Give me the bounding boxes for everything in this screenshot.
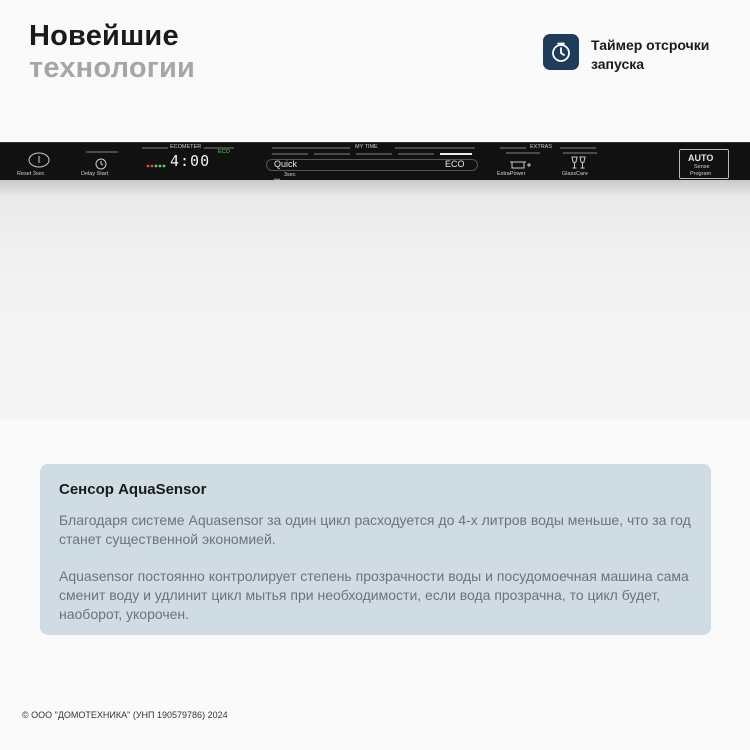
extras-line-right: [560, 147, 596, 149]
eco-tag: ECO: [218, 149, 230, 155]
power-icon[interactable]: [28, 152, 50, 173]
footer-copyright: © ООО "ДОМОТЕХНИКА" (УНП 190579786) 2024: [22, 710, 228, 720]
card-paragraph-1: Благодаря системе Aquasensor за один цикл расходуется до 4-х литров воды меньше, что за год станет существенной экономией.: [59, 512, 691, 547]
delay-bar: [86, 151, 118, 153]
extras-label: EXTRAS: [530, 144, 553, 150]
timer-icon: [543, 34, 579, 70]
display-time: 4:00: [170, 152, 211, 170]
extrapower-label: ExtraPower: [497, 171, 526, 177]
mytime-step-4: [398, 153, 434, 155]
sense-label: Sense: [694, 164, 710, 170]
dishwasher-door: [0, 198, 750, 420]
mytime-label: MY TIME: [355, 144, 378, 150]
heading-line-2: технологии: [29, 52, 196, 84]
card-paragraph-2: Aquasensor постоянно контролирует степень прозрачности воды и посудомоечная машина сама сменит воду и удлинит цикл мытья при необходимости, если вода прозрачна, то цикл будет, наоборот, укорочен.: [59, 568, 689, 622]
mytime-line-left: [272, 147, 350, 149]
program-label: Program: [690, 171, 712, 177]
card-title: Сенсор AquaSensor: [59, 481, 207, 498]
auto-sense-button[interactable]: [679, 149, 729, 179]
timer-label-line-1: Таймер отсрочки: [591, 37, 710, 53]
timer-label: [591, 36, 709, 74]
delay-label: Delay Start: [81, 171, 109, 177]
panel-edge: [0, 180, 750, 198]
mytime-step-5: [440, 153, 472, 155]
mytime-sub: 3sec: [284, 172, 296, 178]
ecometer-label: ECOMETER: [170, 144, 202, 150]
auto-label: AUTO: [688, 153, 714, 163]
quick-label: Quick: [274, 159, 298, 169]
glasscare-label: GlassCare: [562, 171, 588, 177]
ecometer-line-left: [142, 147, 168, 149]
ecometer-dots: [146, 157, 166, 175]
eco-program-label: ECO: [445, 159, 465, 169]
timer-label-line-2: запуска: [591, 56, 645, 72]
mytime-step-2: [314, 153, 350, 155]
extras-line-left: [500, 147, 526, 149]
glasscare-bar: [563, 152, 597, 154]
mytime-step-1: [272, 153, 308, 155]
mytime-step-3: [356, 153, 392, 155]
extrapower-bar: [506, 152, 540, 154]
mytime-line-right: [395, 147, 475, 149]
info-card: [40, 464, 711, 635]
heading-line-1: Новейшие: [29, 20, 179, 52]
reset-label: Reset 3sec: [17, 171, 45, 177]
control-panel: [0, 142, 750, 181]
